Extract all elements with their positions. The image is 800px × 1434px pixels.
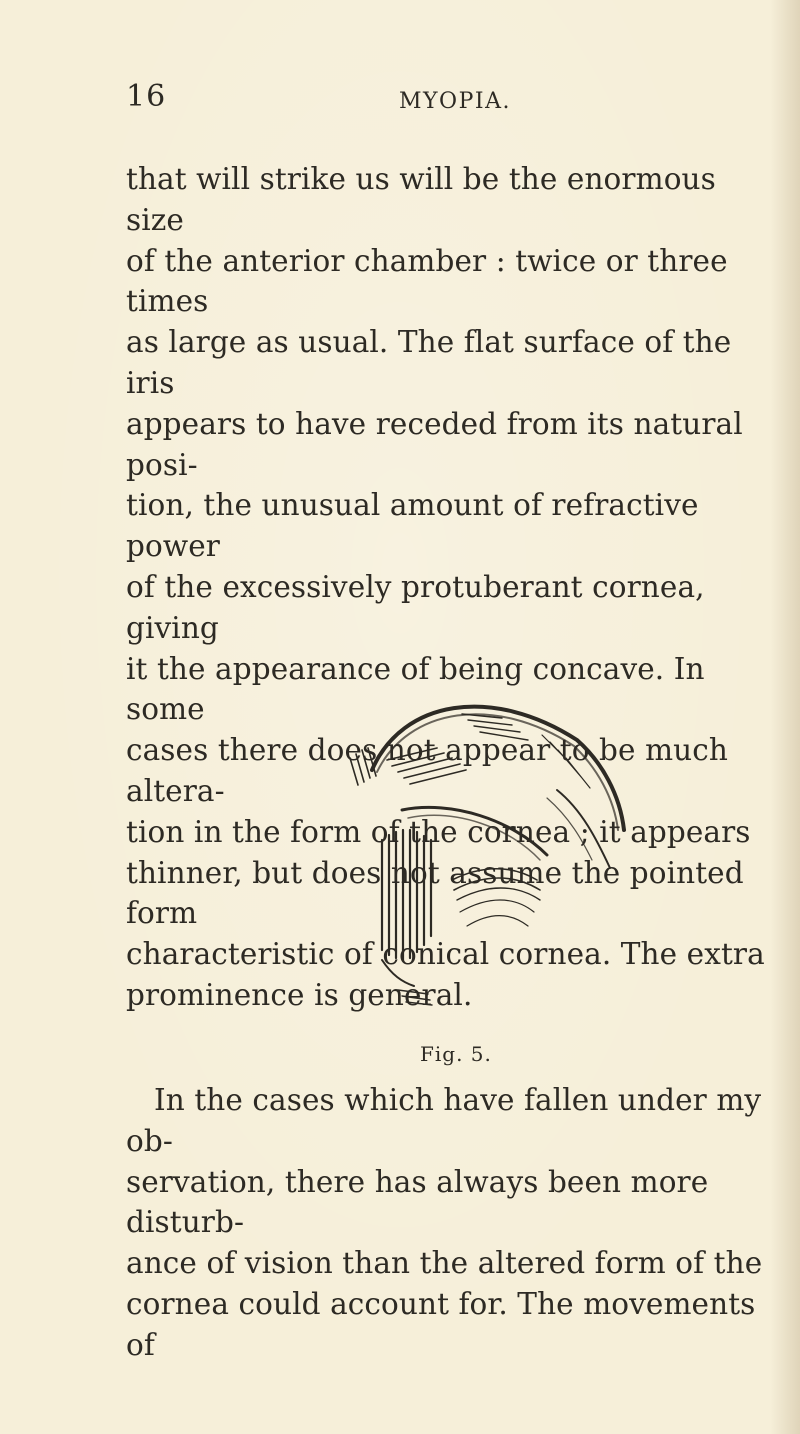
body-paragraph: that will strike us will be the enormous size of the anterior chamber : twice or three times as large as usual. The flat surface of the iris appears to have receded from its natural posi- tion, the unusual amount of refractive power of the excessively protuberant cornea, giving it the appearance of being concave. In some cases there does not appear to be much altera- tion in the form of the cornea ; it appears thinner, but does not assume the pointed form characteristic of conical cornea. The extra prominence is general. [126,162,765,1012]
page-number: 16 [126,79,167,114]
eye-cross-section-figure [342,690,642,1010]
figure-caption: Fig. 5. [420,1042,492,1066]
running-head [126,79,686,119]
running-title: MYOPIA. [399,89,511,114]
eye-cross-section-icon [342,690,642,1010]
body-paragraph: In the cases which have fallen under my ob- servation, there has always been more disturb- ance of vision than the altered form of the cornea could account for. The movements of [126,1083,763,1362]
